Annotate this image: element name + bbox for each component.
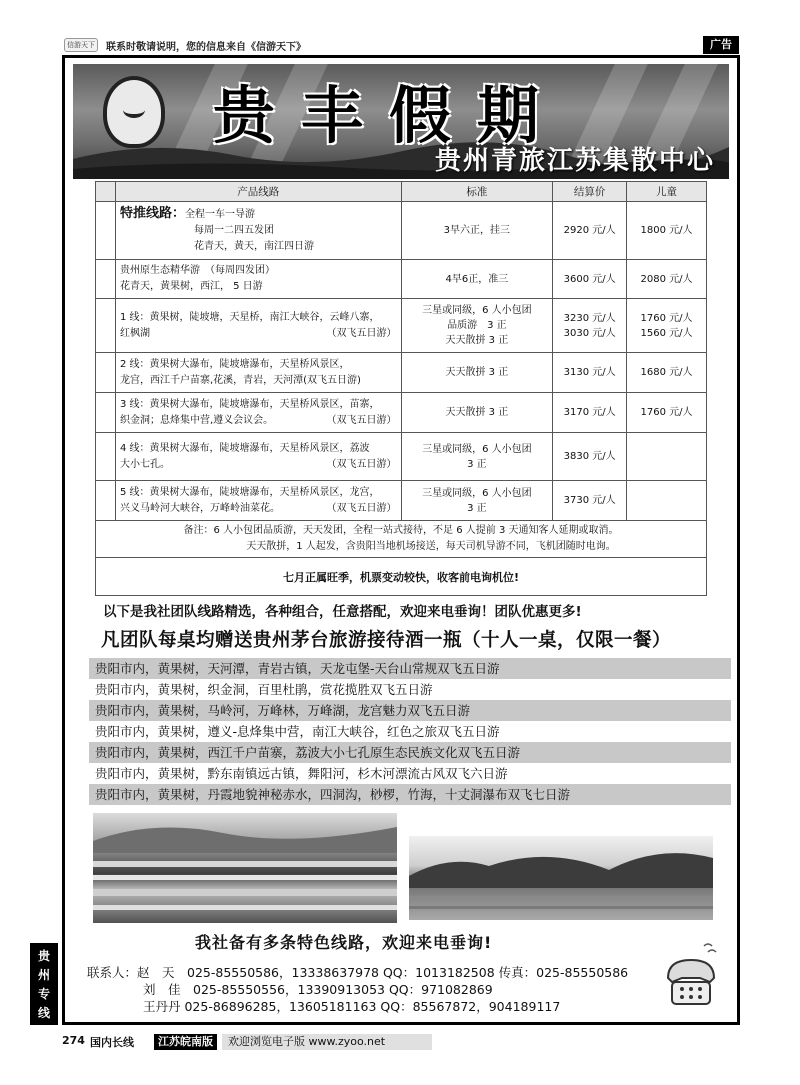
contact-row: 刘 佳 025-85550556，13390913053 QQ：971082869 <box>143 982 493 997</box>
footer-edition: 江苏皖南版 <box>154 1034 217 1050</box>
landscape-photo-fields <box>93 813 397 923</box>
center-name: 贵州青旅江苏集散中心 <box>434 146 715 176</box>
list-item: 贵阳市内，黄果树，天河潭，青岩古镇，天龙屯堡-天台山常规双飞五日游 <box>89 658 731 679</box>
warning-row <box>96 558 707 596</box>
list-item: 贵阳市内，黄果树，织金洞，百里杜鹃，赏花揽胜双飞五日游 <box>95 682 433 697</box>
contact-row: 王丹丹 025-86896285，13605181163 QQ：85567872，904189117 <box>143 999 561 1014</box>
ad-frame <box>62 55 740 1025</box>
notes-row <box>96 521 707 558</box>
header-route: 产品线路 <box>115 182 401 202</box>
route-5: 5 线：黄果树大瀑布，陡坡塘瀑布，天星桥风景区，龙宫， 兴义马岭河大峡谷，万峰岭油菜花。 （双飞五日游） <box>115 481 401 521</box>
table-row: 1 线：黄果树，陡坡塘，天星桥，南江大峡谷，云峰八寨， 红枫湖 （双飞五日游） 三星或同级，6 人小包团 品质游 3 正 天天散拼 3 正 3230 元/人 3030 元/人 1760 元/人 1560 元/人 <box>96 299 707 353</box>
route-2: 2 线：黄果树大瀑布，陡坡塘瀑布，天星桥风景区， 龙宫，西江千户苗寨,花溪，青岩，天河潭(双飞五日游) <box>115 353 401 393</box>
mascot-logo <box>103 76 165 148</box>
table-header-row <box>96 182 707 202</box>
team-gift: 凡团队每桌均赠送贵州茅台旅游接待酒一瓶（十人一桌，仅限一餐） <box>101 630 672 651</box>
route-1: 1 线：黄果树，陡坡塘，天星桥，南江大峡谷，云峰八寨， 红枫湖 （双飞五日游） <box>115 299 401 353</box>
header-blank <box>96 182 116 202</box>
route-3: 3 线：黄果树大瀑布，陡坡塘瀑布，天星桥风景区，苗寨， 织金洞；息烽集中营,遵义会议会。 （双飞五日游） <box>115 393 401 433</box>
top-strip <box>60 36 738 54</box>
banner <box>73 64 729 179</box>
table-row: 4 线：黄果树大瀑布，陡坡塘瀑布，天星桥风景区，荔波 大小七孔。 （双飞五日游） 三星或同级，6 人小包团 3 正 3830 元/人 <box>96 433 707 481</box>
telephone-icon <box>660 938 722 1010</box>
table-row: 5 线：黄果树大瀑布，陡坡塘瀑布，天星桥风景区，龙宫， 兴义马岭河大峡谷，万峰岭油菜花。 （双飞五日游） 三星或同级，6 人小包团 3 正 3730 元/人 <box>96 481 707 521</box>
brand-title: 贵丰假期 <box>213 79 566 152</box>
table-row: 3 线：黄果树大瀑布，陡坡塘瀑布，天星桥风景区，苗寨， 织金洞；息烽集中营,遵义会议会。 （双飞五日游） 天天散拼 3 正 3170 元/人 1760 元/人 <box>96 393 707 433</box>
list-item: 贵阳市内，黄果树，西江千户苗寨，荔波大小七孔原生态民族文化双飞五日游 <box>89 742 731 763</box>
header-price: 结算价 <box>553 182 627 202</box>
side-tab: 贵州专线 <box>30 943 58 1025</box>
team-intro: 以下是我社团队线路精选，各种组合，任意搭配，欢迎来电垂询！团队优惠更多! <box>103 604 582 620</box>
fields-photo-art <box>93 813 397 923</box>
list-item: 贵阳市内，黄果树，丹霞地貌神秘赤水，四洞沟，桫椤，竹海，十丈洞瀑布双飞七日游 <box>89 784 731 805</box>
contact-row: 联系人：赵 天 025-85550586，13338637978 QQ：1013182508 传真：025-85550586 <box>87 965 629 980</box>
contacts-block <box>87 964 628 1015</box>
notes-line-1: 备注：6 人小包团品质游，天天发团，全程一站式接待，不足 6 人提前 3 天通知客人延期或取消。 <box>183 525 619 536</box>
page-number: 274 <box>62 1034 85 1047</box>
table-row: 2 线：黄果树大瀑布，陡坡塘瀑布，天星桥风景区， 龙宫，西江千户苗寨,花溪，青岩，天河潭(双飞五日游) 天天散拼 3 正 3130 元/人 1680 元/人 <box>96 353 707 393</box>
team-route-list <box>89 658 731 805</box>
hills-photo-art <box>409 836 713 920</box>
season-warning: 七月正属旺季，机票变动较快，收客前电询机位! <box>96 558 707 596</box>
closing-line: 我社备有多条特色线路，欢迎来电垂询! <box>195 933 493 952</box>
list-item: 贵阳市内，黄果树，马岭河，万峰林，万峰湖，龙宫魅力双飞五日游 <box>89 700 731 721</box>
publisher-logo: 信游天下 <box>64 38 98 52</box>
footer-website: 欢迎浏览电子版 www.zyoo.net <box>222 1034 432 1050</box>
ad-tag: 广告 <box>703 36 739 54</box>
table-row: 特推线路：全程一车一导游 每周一二四五发团 花青天，黄天，南江四日游 3早六正，挂三 2920 元/人 1800 元/人 <box>96 202 707 260</box>
footer-section: 国内长线 <box>90 1036 134 1049</box>
source-note: 联系时敬请说明，您的信息来自《信游天下》 <box>106 42 306 53</box>
landscape-photo-hills <box>409 836 713 920</box>
header-child: 儿童 <box>627 182 707 202</box>
page-footer <box>62 1034 740 1050</box>
table-row: 贵州原生态精华游 （每周四发团） 花青天，黄果树，西江， 5 日游 4早6正，准三 3600 元/人 2080 元/人 <box>96 260 707 299</box>
price-table <box>95 181 707 596</box>
route-eco: 贵州原生态精华游 （每周四发团） 花青天，黄果树，西江， 5 日游 <box>115 260 401 299</box>
contacts-label: 联系人： <box>87 965 138 980</box>
route-4: 4 线：黄果树大瀑布，陡坡塘瀑布，天星桥风景区，荔波 大小七孔。 （双飞五日游） <box>115 433 401 481</box>
list-item: 贵阳市内，黄果树，黔东南镇远古镇，舞阳河，杉木河漂流古风双飞六日游 <box>95 766 508 781</box>
notes-line-2: 天天散拼，1 人起发，含贵阳当地机场接送，每天司机导游不同，飞机团随时电询。 <box>246 541 616 552</box>
route-special: 特推线路：全程一车一导游 每周一二四五发团 花青天，黄天，南江四日游 <box>115 202 401 260</box>
list-item: 贵阳市内，黄果树，遵义-息烽集中营，南江大峡谷，红色之旅双飞五日游 <box>95 724 500 739</box>
header-standard: 标准 <box>401 182 553 202</box>
